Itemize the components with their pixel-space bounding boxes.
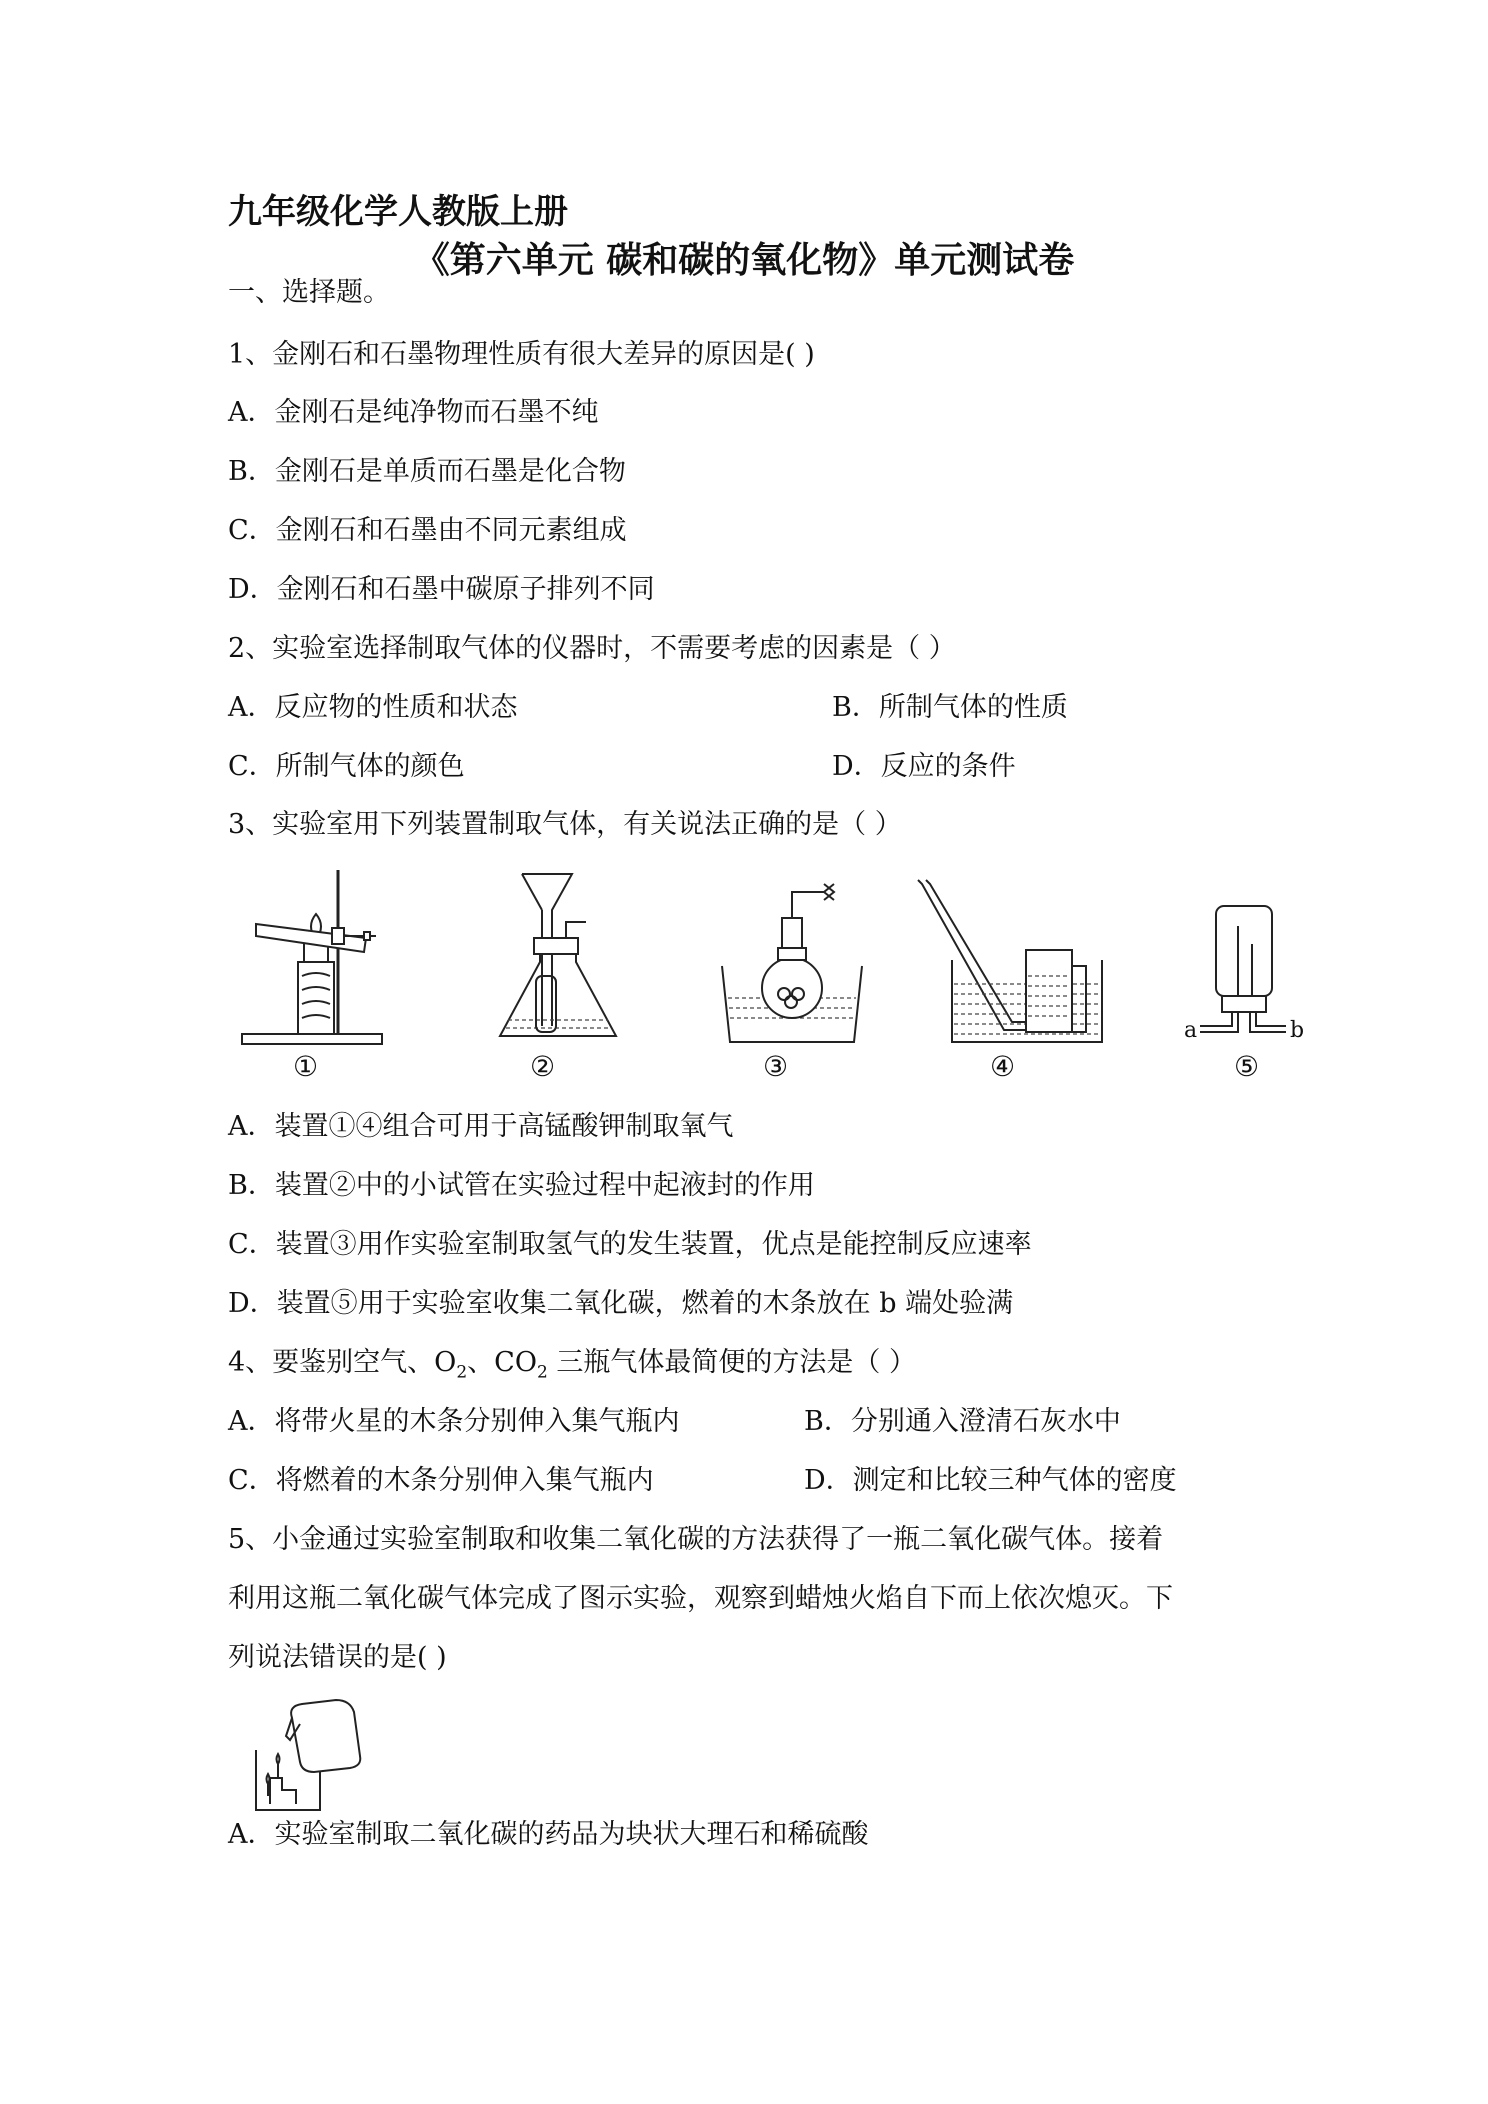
question-4-stem xyxy=(228,1346,916,1389)
section-heading: 一、选择题。 xyxy=(228,277,390,308)
question-4-stem-prefix: 4、要鉴别空气、O xyxy=(228,1347,457,1378)
question-4-option-b: B．分别通入澄清石灰水中 xyxy=(804,1406,1121,1437)
subscript: 2 xyxy=(456,1362,468,1383)
question-4-stem-mid: 、CO xyxy=(467,1347,537,1378)
question-2-option-c: C．所制气体的颜色 xyxy=(228,751,465,782)
question-4-option-d: D．测定和比较三种气体的密度 xyxy=(804,1465,1177,1496)
question-3-stem: 3、实验室用下列装置制取气体，有关说法正确的是（ ） xyxy=(228,809,902,840)
question-1-option-d: D．金刚石和石墨中碳原子排列不同 xyxy=(228,574,655,605)
question-4-option-c: C．将燃着的木条分别伸入集气瓶内 xyxy=(228,1465,654,1496)
page-subtitle: 《第六单元 碳和碳的氧化物》单元测试卷 xyxy=(413,240,1075,281)
question-3-option-b: B．装置②中的小试管在实验过程中起液封的作用 xyxy=(228,1170,815,1201)
apparatus-3-figure xyxy=(716,866,876,1046)
apparatus-4-figure xyxy=(914,880,1114,1060)
port-a-label: a xyxy=(1184,1018,1198,1043)
subscript: 2 xyxy=(536,1362,548,1383)
apparatus-3-label: ③ xyxy=(763,1050,789,1083)
apparatus-1-figure xyxy=(238,866,418,1046)
apparatus-2-label: ② xyxy=(530,1050,556,1083)
apparatus-1-label: ① xyxy=(293,1050,319,1083)
question-2-option-d: D．反应的条件 xyxy=(832,751,1016,782)
port-b-label: b xyxy=(1290,1018,1305,1043)
question-2-stem: 2、实验室选择制取气体的仪器时，不需要考虑的因素是（ ） xyxy=(228,633,956,664)
question-3-option-a: A．装置①④组合可用于高锰酸钾制取氧气 xyxy=(228,1111,734,1142)
question-5-stem-line-3: 列说法错误的是( ) xyxy=(228,1642,447,1673)
apparatus-5-figure xyxy=(1188,896,1328,1076)
question-3-option-c: C．装置③用作实验室制取氢气的发生装置，优点是能控制反应速率 xyxy=(228,1229,1032,1260)
question-2-option-b: B．所制气体的性质 xyxy=(832,692,1068,723)
question-4-option-a: A．将带火星的木条分别伸入集气瓶内 xyxy=(228,1406,680,1437)
question-5-stem-line-2: 利用这瓶二氧化碳气体完成了图示实验，观察到蜡烛火焰自下而上依次熄灭。下 xyxy=(228,1583,1173,1614)
question-1-option-b: B．金刚石是单质而石墨是化合物 xyxy=(228,456,626,487)
question-3-option-d: D．装置⑤用于实验室收集二氧化碳，燃着的木条放在 b 端处验满 xyxy=(228,1288,1014,1319)
apparatus-2-figure xyxy=(494,866,634,1046)
apparatus-4-label: ④ xyxy=(990,1050,1016,1083)
question-4-stem-suffix: 三瓶气体最简便的方法是（ ） xyxy=(547,1347,916,1378)
question-5-stem-line-1: 5、小金通过实验室制取和收集二氧化碳的方法获得了一瓶二氧化碳气体。接着 xyxy=(228,1524,1164,1555)
apparatus-5-label: ⑤ xyxy=(1234,1050,1260,1083)
page-title: 九年级化学人教版上册 xyxy=(228,192,568,232)
question-1-stem: 1、金刚石和石墨物理性质有很大差异的原因是( ) xyxy=(228,339,815,370)
co2-pouring-figure xyxy=(220,1700,360,1810)
question-2-option-a: A．反应物的性质和状态 xyxy=(228,692,518,723)
question-1-option-c: C．金刚石和石墨由不同元素组成 xyxy=(228,515,627,546)
question-5-option-a: A．实验室制取二氧化碳的药品为块状大理石和稀硫酸 xyxy=(228,1819,869,1850)
question-1-option-a: A．金刚石是纯净物而石墨不纯 xyxy=(228,397,599,428)
